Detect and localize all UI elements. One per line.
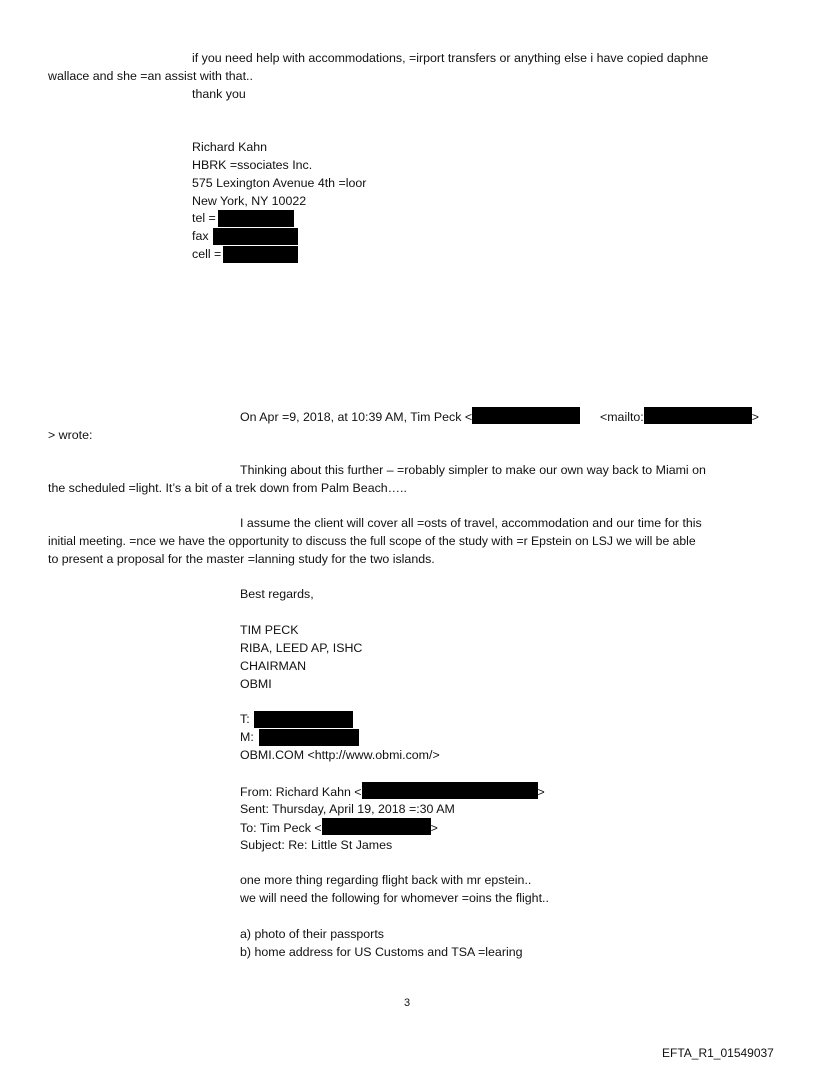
para1-line-1: Thinking about this further – =robably simpler to make our own way back to Miami on xyxy=(240,463,706,477)
tim-peck-name: TIM PECK xyxy=(240,623,299,637)
fax-label: fax xyxy=(192,229,209,243)
tim-peck-credentials: RIBA, LEED AP, ISHC xyxy=(240,641,363,655)
quote-header-mailto xyxy=(600,407,759,426)
page-number: 3 xyxy=(404,997,411,1009)
to-prefix: To: Tim Peck < xyxy=(240,821,322,835)
redaction-box xyxy=(644,407,752,424)
redaction-box xyxy=(472,407,580,424)
email-subject: Subject: Re: Little St James xyxy=(240,838,393,852)
t-label: T: xyxy=(240,712,250,726)
email-from xyxy=(240,782,545,801)
mailto-label: <mailto: xyxy=(600,410,644,424)
sender-city: New York, NY 10022 xyxy=(192,194,307,208)
tim-peck-title: CHAIRMAN xyxy=(240,659,307,673)
to-suffix: > xyxy=(430,821,438,835)
email-to xyxy=(240,818,438,837)
para2-line-1: I assume the client will cover all =osts of travel, accommodation and our time for this xyxy=(240,516,702,530)
redaction-box xyxy=(223,246,298,263)
para1-line-2: the scheduled =light. It’s a bit of a trek down from Palm Beach….. xyxy=(48,481,407,495)
from-suffix: > xyxy=(537,785,545,799)
mailto-close: > xyxy=(751,410,759,424)
sender-company: HBRK =ssociates Inc. xyxy=(192,158,313,172)
cell-label: cell = xyxy=(192,247,222,261)
bates-number: EFTA_R1_01549037 xyxy=(662,1046,774,1060)
redaction-box xyxy=(213,228,298,245)
body-line-2: we will need the following for whomever =oins the flight.. xyxy=(240,891,549,905)
thank-you-line: thank you xyxy=(192,87,246,101)
email-sent: Sent: Thursday, April 19, 2018 =:30 AM xyxy=(240,802,455,816)
website-link[interactable]: OBMI.COM <http://www.obmi.com/> xyxy=(240,748,440,762)
redaction-box xyxy=(322,818,431,835)
sender-address: 575 Lexington Avenue 4th =loor xyxy=(192,176,367,190)
best-regards: Best regards, xyxy=(240,587,314,601)
body-item-b: b) home address for US Customs and TSA =learing xyxy=(240,945,523,959)
redaction-box xyxy=(259,729,359,746)
accommodations-line-1: if you need help with accommodations, =irport transfers or anything else i have copied daphne xyxy=(192,51,709,65)
from-prefix: From: Richard Kahn < xyxy=(240,785,362,799)
para2-line-2: initial meeting. =nce we have the opportunity to discuss the full scope of the study with =r Epstein on LSJ we will be able xyxy=(48,534,696,548)
quote-header-prefix: On Apr =9, 2018, at 10:39 AM, Tim Peck < xyxy=(240,410,473,424)
quote-header-line-2: > wrote: xyxy=(48,428,93,442)
redaction-box xyxy=(362,782,538,799)
body-item-a: a) photo of their passports xyxy=(240,927,384,941)
redaction-box xyxy=(218,210,294,227)
tim-peck-company: OBMI xyxy=(240,677,272,691)
body-line-1: one more thing regarding flight back with mr epstein.. xyxy=(240,873,532,887)
accommodations-line-2: wallace and she =an assist with that.. xyxy=(48,69,253,83)
para2-line-3: to present a proposal for the master =lanning study for the two islands. xyxy=(48,552,435,566)
m-label: M: xyxy=(240,730,254,744)
sender-name: Richard Kahn xyxy=(192,140,268,154)
quote-header-line-1 xyxy=(240,407,580,426)
redaction-box xyxy=(254,711,353,728)
tel-label: tel = xyxy=(192,211,216,225)
